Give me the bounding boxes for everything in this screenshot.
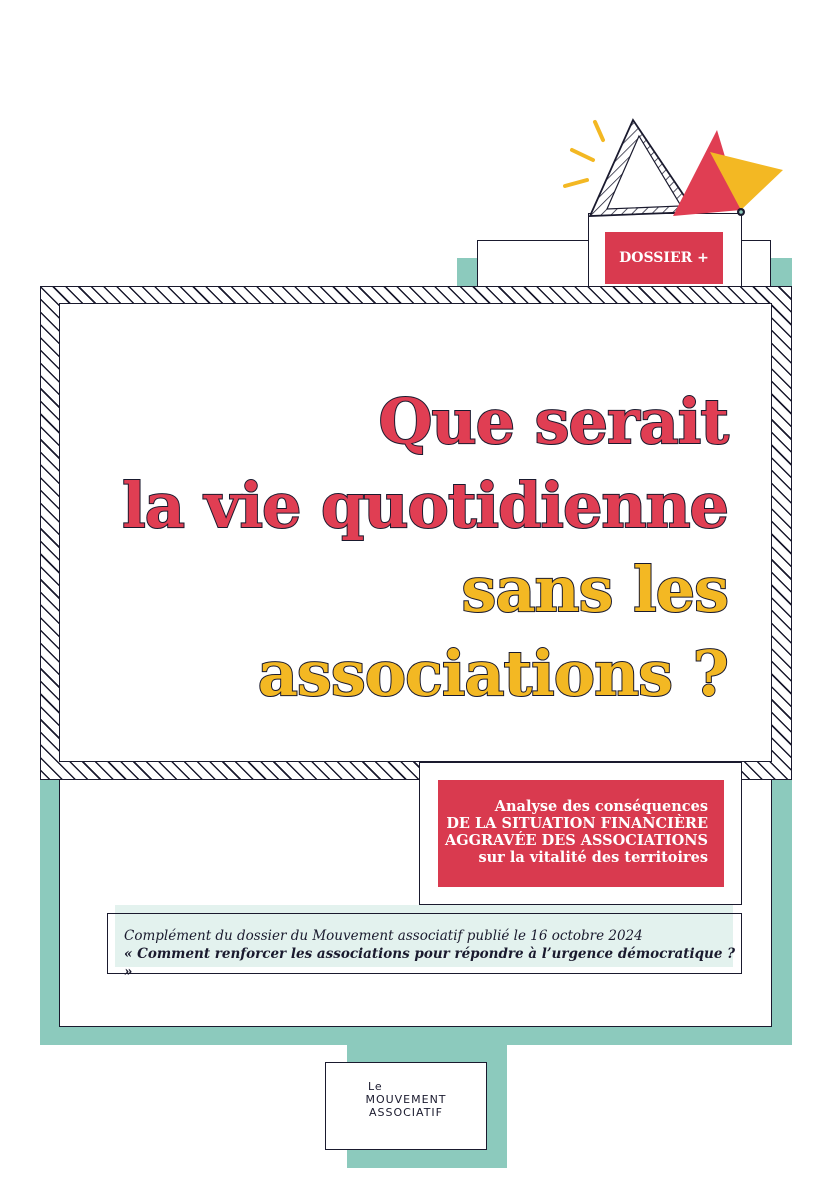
analysis-line-1: Analyse des conséquences [494, 798, 708, 815]
logo-line-1: Le [368, 1080, 383, 1093]
complement-line-2: « Comment renforcer les associations pour répondre à l’urgence démocratique ? » [124, 946, 736, 980]
title-line-1: Que serait [378, 385, 728, 458]
sparkle-lines-icon [565, 122, 603, 186]
analysis-line-4: sur la vitalité des territoires [478, 849, 708, 866]
title-line-3: sans les [461, 553, 728, 626]
logo-line-2: MOUVEMENT [365, 1093, 447, 1106]
analysis-line-3: AGGRAVÉE DES ASSOCIATIONS [444, 832, 708, 849]
title-line-4: associations ? [257, 637, 728, 710]
ballot-box-icon [555, 112, 785, 222]
logo-box [325, 1062, 487, 1150]
dossier-tag [605, 232, 723, 284]
complement-line-1: Complément du dossier du Mouvement associatif publié le 16 octobre 2024 [124, 928, 643, 944]
title-line-2: la vie quotidienne [122, 469, 728, 542]
analysis-line-2: DE LA SITUATION FINANCIÈRE [446, 815, 708, 832]
analysis-box [438, 780, 724, 887]
dossier-tag-label: DOSSIER + [619, 250, 709, 266]
complement-box [107, 913, 742, 980]
logo-line-3: ASSOCIATIF [368, 1106, 444, 1119]
